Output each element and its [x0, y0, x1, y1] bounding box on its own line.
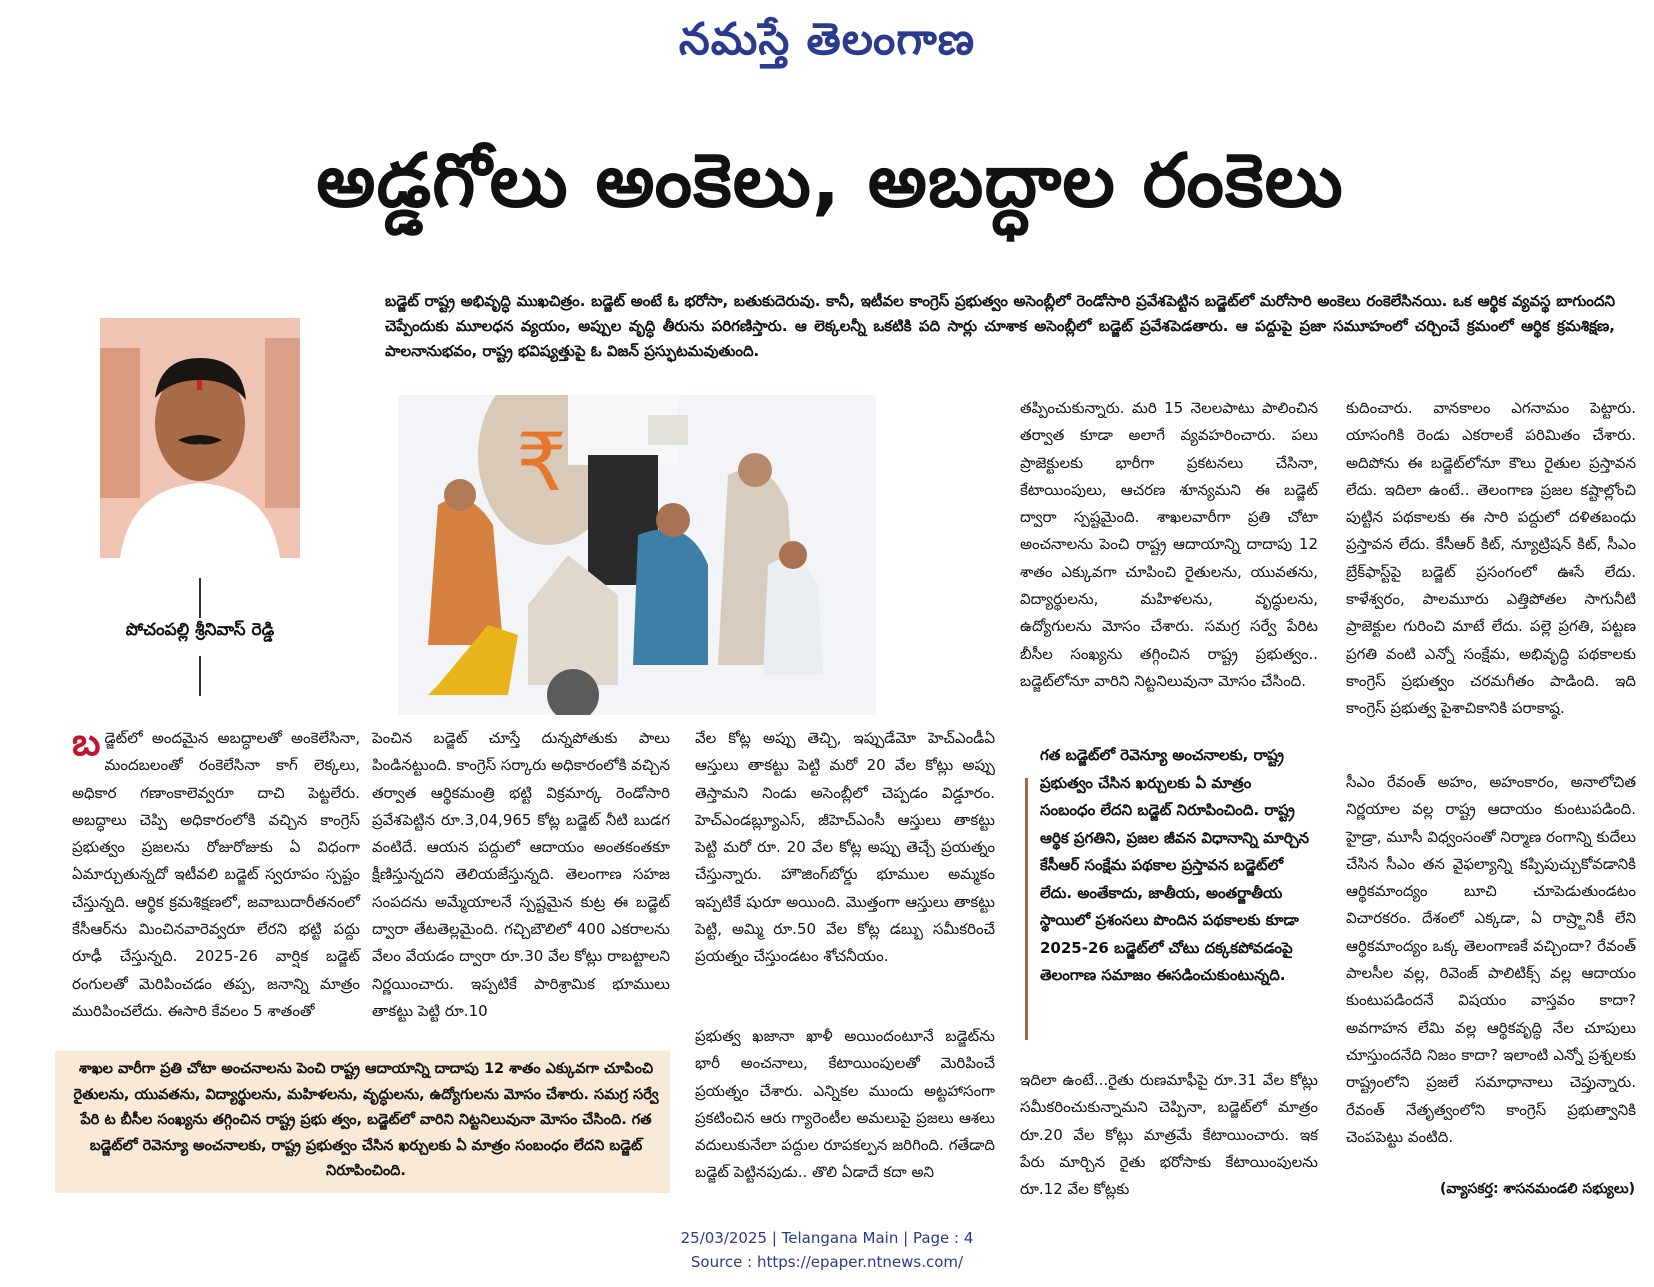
- body-column-4-continued: ఇదిలా ఉంటే...రైతు రుణమాఫీపై రూ.31 వేల కోట్లు సమీకరించుకున్నామని చెప్పినా, బడ్జెట్‌లో మాత్రం రూ.20 వేల కోట్లు మాత్రమే కేటాయించారు. ఇక పేరు మార్చిన రైతు భరోసాకు కేటాయింపులను రూ.12 వేల కోట్లకు: [1020, 1071, 1318, 1199]
- author-rule-top: [199, 578, 201, 618]
- writer-byline: (వ్యాసకర్త: శాసనమండలి సభ్యులు): [1440, 1181, 1635, 1197]
- headline: అడ్డగోలు అంకెలు, అబద్ధాల రంకెలు: [316, 138, 1344, 224]
- intro-paragraph: బడ్జెట్ రాష్ట్ర అభివృద్ధి ముఖచిత్రం. బడ్జెట్ అంటే ఓ భరోసా, బతుకుదెరువు. కానీ, ఇటీవల కాంగ్రెస్ ప్రభుత్వం అసెంబ్లీలో రెండోసారి ప్రవేశపెట్టిన బడ్జెట్‌లో మరోసారి అంకెలు రంకెలేసినయి. ఒక ఆర్థిక వ్యవస్థ బాగుందని చెప్పేందుకు మూలధన వ్యయం, అప్పుల వృద్ధి తీరును పరిగణిస్తారు. ఆ లెక్కలన్నీ ఒకటికి పది సార్లు చూశాక అసెంబ్లీలో బడ్జెట్ ప్రవేశపెడతారు. ఆ పద్దుపై ప్రజా సమూహంలో చర్చించే క్రమంలో ఆర్థిక క్రమశిక్షణ, పాలనానుభవం, రాష్ట్ర భవిష్యత్తుపై ఓ విజన్ ప్రస్ఫుటమవుతుంది.: [385, 292, 1615, 360]
- masthead-logo: నమస్తే తెలంగాణ: [678, 14, 976, 65]
- body-text-1: డ్జెట్‌లో అందమైన అబద్ధాలతో అంకెలేసినా, మందబలంతో రంకెలేసినా కాగ్ లెక్కలు, అధికార గణాంకాలెవ్వరూ దాచి పెట్టలేరు. అబద్ధాలు చెప్పి అధికారంలోకి వచ్చిన కాంగ్రెస్ ప్రభుత్వం ప్రజలను రోజురోజుకు ఏ విధంగా ఏమార్చుతున్నదో ఇటీవలి బడ్జెట్ స్వరూపం స్పష్టం చేస్తున్నది. ఆర్థిక క్రమశిక్షణలో, జవాబుదారీతనంలో కేసీఆర్‌ను మించినవారెవ్వరూ లేరని భట్టి పద్దు రూఢీ చేస్తున్నది. 2025-26 వార్షిక బడ్జెట్ రంగులతో మెరిపించడం తప్ప, జనాన్ని మాత్రం మురిపించలేదు. ఈసారి కేవలం 5 శాతంతో: [72, 729, 360, 1020]
- dropcap: బ: [72, 720, 101, 764]
- svg-text:₹: ₹: [516, 416, 567, 509]
- body-column-3-continued: ప్రభుత్వ ఖజానా ఖాళీ అయిందంటూనే బడ్జెట్‌ను భారీ అంచనాలు, కేటాయింపులతో మెరిపించే ప్రయత్నం చేశారు. ఎన్నికల ముందు అట్టహాసంగా ప్రకటించిన ఆరు గ్యారెంటీల అమలుపై ప్రజలు ఆశలు వదులుకునేలా పద్దుల రూపకల్పన జరిగింది. గతేడాది బడ్జెట్ పెట్టినపుడు.. తొలి ఏడాదే కదా అని: [695, 1027, 995, 1182]
- highlight-text: శాఖల వారీగా ప్రతి చోటా అంచనాలను పెంచి రాష్ట్ర ఆదాయాన్ని దాదాపు 12 శాతం ఎక్కువగా చూపించి రైతులను, యువతను, విద్యార్థులను, మహిళలను, వృద్ధులను, ఉద్యోగులను మోసం చేశారు. సమగ్ర సర్వే పేరి ట బీసీల సంఖ్యను తగ్గించిన రాష్ట్ర ప్రభు త్వం, బడ్జెట్‌లో వారిని నిట్టనిలువునా మోసం చేసింది. గత బడ్జెట్‌లో రెవెన్యూ అంచనాలకు, రాష్ట్ర ప్రభుత్వం చేసిన ఖర్చులకు ఏ మాత్రం సంబంధం లేదని బడ్జెట్ నిరూపించింది.: [73, 1061, 659, 1179]
- body-column-5: కుదించారు. వానకాలం ఎగనామం పెట్టారు. యాసంగికి రెండు ఎకరాలకే పరిమితం చేశారు. అదిపోను ఈ బడ్జెట్‌లోనూ కౌలు రైతుల ప్రస్తావన లేదు. ఇదిలా ఉంటే.. తెలంగాణ ప్రజల కష్టాల్లోంచి పుట్టిన పథకాలకు ఈ సారి పద్దులో దళితబంధు ప్రస్తావన లేదు. కేసీఆర్ కిట్, న్యూట్రిషన్ కిట్, సీఎం బ్రేక్‌ఫాస్ట్‌పై బడ్జెట్ ప్రసంగంలో ఊసే లేదు. కాళేశ్వరం, పాలమూరు ఎత్తిపోతల సాగునీటి ప్రాజెక్టుల గురించి మాటే లేదు. పల్లె ప్రగతి, పట్టణ ప్రగతి వంటి ఎన్నో సంక్షేమ, అభివృద్ధి పథకాలకు కాంగ్రెస్ ప్రభుత్వం చరమగీతం పాడింది. ఇది కాంగ్రెస్ ప్రభుత్వ పైశాచికానికి పరాకాష్ఠ.: [1346, 399, 1636, 718]
- article-illustration: [398, 395, 876, 715]
- author-name: పోచంపల్లి శ్రీనివాస్ రెడ్డి: [125, 620, 275, 640]
- body-column-3: వేల కోట్ల అప్పు తెచ్చి, ఇప్పుడేమో హెచ్‌ఎండీఏ ఆస్తులు తాకట్టు పెట్టి మరో 20 వేల కోట్లు అప్పు తెస్తామని నిండు అసెంబ్లీలో చెప్పడం విడ్డూరం. హెచ్‌ఎండబ్ల్యూఎస్, జీహెచ్‌ఎంసీ ఆస్తులు తాకట్టు పెట్టి మరో రూ. 20 వేల కోట్ల అప్పు తెచ్చే ప్రయత్నం చేస్తున్నారు. హౌజింగ్‌బోర్డు భూముల అమ్మకం ఇప్పటికే షురూ అయింది. మొత్తంగా ఆస్తులు తాకట్టు పెట్టి, అమ్మి రూ.50 వేల కోట్ల డబ్బు సమీకరించే ప్రయత్నం చేస్తుండటం శోచనీయం.: [695, 729, 995, 966]
- author-photo: [100, 318, 300, 558]
- pull-quote-bar: [1025, 778, 1028, 1040]
- footer-source: Source : https://epaper.ntnews.com/: [690, 1253, 964, 1271]
- footer-date-edition: 25/03/2025 | Telangana Main | Page : 4: [680, 1229, 974, 1247]
- pull-quote: గత బడ్జెట్‌లో రెవెన్యూ అంచనాలకు, రాష్ట్ర ప్రభుత్వం చేసిన ఖర్చులకు ఏ మాత్రం సంబంధం లేదని బడ్జెట్ నిరూపించింది. రాష్ట్ర ఆర్థిక ప్రగతిని, ప్రజల జీవన విధానాన్ని మార్చిన కేసీఆర్ సంక్షేమ పథకాల ప్రస్తావన బడ్జెట్‌లో లేదు. అంతేకాదు, జాతీయ, అంతర్జాతీయ స్థాయిలో ప్రశంసలు పొందిన పథకాలకు కూడా 2025-26 బడ్జెట్‌లో చోటు దక్కకపోవడంపై తెలంగాణ సమాజం ఈసడించుకుంటున్నది.: [1040, 746, 1310, 984]
- body-column-2: పెంచిన బడ్జెట్ చూస్తే దున్నపోతుకు పాలు పిండినట్టుంది. కాంగ్రెస్ సర్కారు అధికారంలోకి వచ్చిన తర్వాత ఆర్థికమంత్రి భట్టి విక్రమార్క రెండోసారి ప్రవేశపెట్టిన రూ.3,04,965 కోట్ల బడ్జెట్ నీటి బుడగ వంటిదే. ఆయన పద్దులో ఆదాయం అంతకంతకూ క్షీణిస్తున్నదని తెలియజేస్తున్నది. తెలంగాణ సహజ సంపదను అమ్మేయాలనే స్పష్టమైన కుట్ర ఈ బడ్జెట్ ద్వారా తేటతెల్లమైంది. గచ్చిబౌలిలో 400 ఎకరాలను వేలం వేయడం ద్వారా రూ.30 వేల కోట్లు రాబట్టాలని నిర్ణయించారు. ఇప్పటికే పారిశ్రామిక భూములు తాకట్టు పెట్టి రూ.10: [372, 729, 671, 1020]
- body-column-1: [72, 720, 360, 1025]
- body-column-5-continued: సీఎం రేవంత్ అహం, అహంకారం, అనాలోచిత నిర్ణయాల వల్ల రాష్ట్ర ఆదాయం కుంటుపడింది. హైడ్రా, మూసీ విధ్వంసంతో నిర్మాణ రంగాన్ని కుదేలు చేసిన సీఎం తన వైఫల్యాన్ని కప్పిపుచ్చుకోవడానికి ఆర్థికమాంద్యం బూచి చూపెడుతుండటం విచారకరం. దేశంలో ఎక్కడా, ఏ రాష్ర్టానికీ లేని ఆర్థికమాంద్యం ఒక్క తెలంగాణకే వచ్చిందా? రేవంత్ పాలసీల వల్ల, రివెంజ్ పాలిటిక్స్ వల్ల ఆదాయం కుంటుపడిందనే విషయం వాస్తవం కాదా? అవగాహన లేమి వల్ల ఆర్థికవృద్ధి నేల చూపులు చూస్తుందనేది నిజం కాదా? ఇలాంటి ఎన్నో ప్రశ్నలకు రాష్ట్రంలోని ప్రజలే సమాధానాలు చెప్తున్నారు. రేవంత్ నేతృత్వంలోని కాంగ్రెస్ ప్రభుత్వానికి చెంపపెట్టు వంటిది.: [1346, 773, 1636, 1146]
- author-rule-bottom: [199, 656, 201, 696]
- body-column-4: తప్పించుకున్నారు. మరి 15 నెలలపాటు పాలించిన తర్వాత కూడా అలాగే వ్యవహరించారు. పలు ప్రాజెక్టులకు భారీగా ప్రకటనలు చేసినా, కేటాయింపులు, ఆచరణ శూన్యమని ఈ బడ్జెట్ ద్వారా స్పష్టమైంది. శాఖలవారీగా ప్రతి చోటా అంచనాలను పెంచి రాష్ట్ర ఆదాయాన్ని దాదాపు 12 శాతం ఎక్కువగా చూపించి రైతులను, యువతను, విద్యార్థులను, మహిళలను, వృద్ధులను, ఉద్యోగులను మోసం చేశారు. సమగ్ర సర్వే పేరిట బీసీల సంఖ్యను తగ్గించిన రాష్ట్ర ప్రభుత్వం.. బడ్జెట్‌లోనూ వారిని నిట్టనిలువునా మోసం చేసింది.: [1020, 399, 1318, 690]
